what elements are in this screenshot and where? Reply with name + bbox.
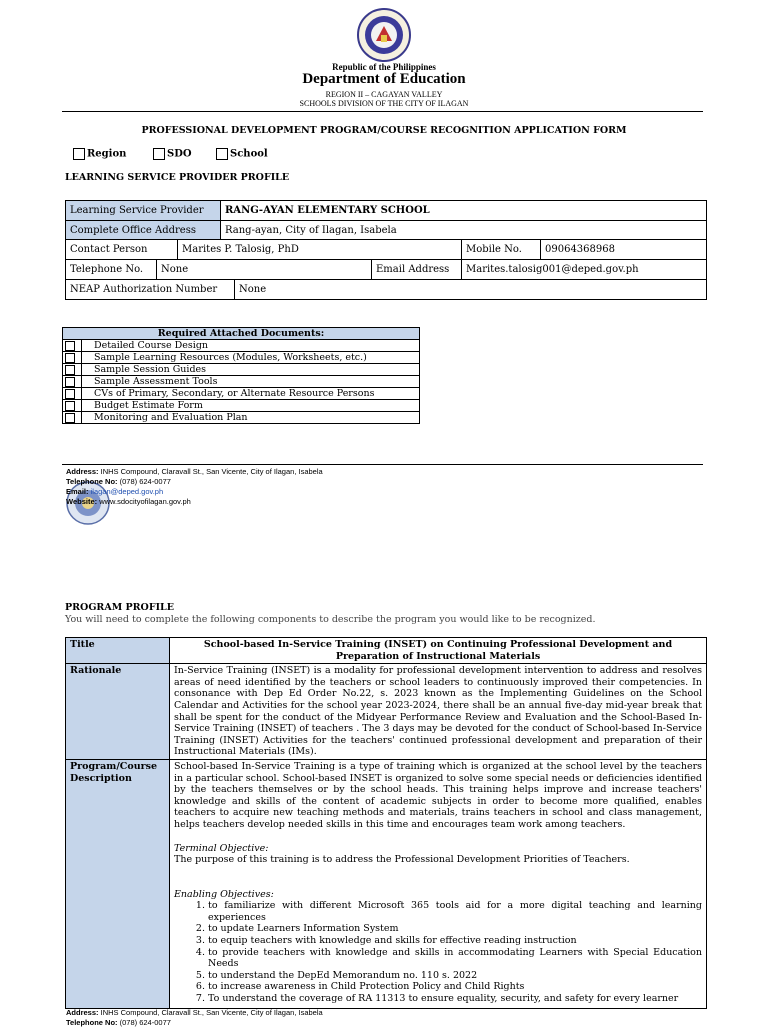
footer-address-2: Address: INHS Compound, Claravall St., San Vicente, City of Ilagan, Isabela	[66, 1008, 323, 1017]
republic-label: Republic of the Philippines	[332, 62, 436, 72]
doc-checkbox[interactable]	[65, 413, 75, 423]
deped-seal-logo	[357, 8, 411, 62]
option-sdo[interactable]: SDO	[153, 148, 192, 160]
option-region[interactable]: Region	[73, 148, 126, 160]
contact-label: Contact Person	[66, 240, 178, 260]
doc-label: Sample Session Guides	[82, 364, 420, 376]
department-title: Department of Education	[302, 71, 466, 87]
rationale-value: In-Service Training (INSET) is a modality for professional development intervention to address and resolves areas of need identified by the teachers or school leaders to continuously improved their competencies. In consonance with Dep Ed Order No.22, s. 2023 known as the Implementing Guidelines on the School Calendar and Activities for the school year 2023-2024, there shall be an annual five-day mid-year break that shall be spent for the conduct of the Midyear Performance Review and Evaluation and the School-Based In-Service Training (INSET) of teachers . The 3 days may be devoted for the conduct of School-based In-Service Training (INSET) Activities for the teachers' continued professional development and preparation of their Instructional Materials (IMs).	[170, 664, 707, 760]
footer-telephone: Telephone No: (078) 624-0077	[66, 477, 171, 486]
enabling-objective: 5. to understand the DepEd Memorandum no. 110 s. 2022	[208, 970, 702, 982]
footer-telephone-2: Telephone No: (078) 624-0077	[66, 1018, 171, 1027]
doc-checkbox[interactable]	[65, 389, 75, 399]
doc-row	[63, 400, 420, 412]
neap-value: None	[235, 280, 707, 300]
doc-checkbox[interactable]	[65, 401, 75, 411]
doc-label: Sample Assessment Tools	[82, 376, 420, 388]
footer-website: Website: www.sdocityofilagan.gov.ph	[66, 497, 191, 506]
enabling-objective: 1. to familiarize with different Microsoft 365 tools aid for a more digital teaching and learning experiences	[208, 900, 702, 923]
lsp-table-neap	[65, 279, 707, 300]
description-label: Program/Course Description	[66, 759, 170, 1008]
email-label: Email Address	[372, 260, 462, 280]
doc-row	[63, 388, 420, 400]
telephone-value: None	[157, 260, 372, 280]
description-cell	[170, 759, 707, 1008]
enabling-objective: 7. To understand the coverage of RA 11313 to ensure equality, security, and safety for every learner	[208, 993, 702, 1005]
neap-label: NEAP Authorization Number	[66, 280, 235, 300]
doc-label: Budget Estimate Form	[82, 400, 420, 412]
footer-address: Address: INHS Compound, Claravall St., San Vicente, City of Ilagan, Isabela	[66, 467, 323, 476]
doc-row	[63, 364, 420, 376]
terminal-objective: The purpose of this training is to address the Professional Development Priorities of Teachers.	[174, 854, 630, 866]
mobile-label: Mobile No.	[462, 240, 541, 260]
doc-label: CVs of Primary, Secondary, or Alternate Resource Persons	[82, 388, 420, 400]
doc-row	[63, 352, 420, 364]
program-profile-intro: You will need to complete the following components to describe the program you would like to be recognized.	[65, 614, 596, 625]
header-divider	[62, 111, 703, 112]
doc-row	[63, 412, 420, 424]
telephone-label: Telephone No.	[66, 260, 157, 280]
form-title: PROFESSIONAL DEVELOPMENT PROGRAM/COURSE RECOGNITION APPLICATION FORM	[141, 125, 627, 136]
lsp-table	[65, 200, 707, 240]
doc-checkbox[interactable]	[65, 365, 75, 375]
enabling-objective: 6. to increase awareness in Child Protection Policy and Child Rights	[208, 981, 702, 993]
doc-row	[63, 340, 420, 352]
lsp-table-contact	[65, 239, 707, 260]
footer-email: Email: ilagan@deped.gov.ph	[66, 487, 164, 496]
doc-checkbox[interactable]	[65, 353, 75, 363]
doc-label: Detailed Course Design	[82, 340, 420, 352]
contact-value: Marites P. Talosig, PhD	[178, 240, 462, 260]
footer-block	[66, 467, 323, 507]
doc-row	[63, 376, 420, 388]
sdo-checkbox[interactable]	[153, 148, 165, 160]
provider-label: Learning Service Provider	[66, 201, 221, 221]
doc-label: Monitoring and Evaluation Plan	[82, 412, 420, 424]
address-label: Complete Office Address	[66, 221, 221, 240]
footer-divider	[62, 464, 703, 465]
doc-checkbox[interactable]	[65, 341, 75, 351]
terminal-objective-label: Terminal Objective:	[174, 842, 269, 854]
required-docs-table	[62, 327, 420, 424]
provider-value: RANG-AYAN ELEMENTARY SCHOOL	[221, 201, 707, 221]
enabling-objectives-label: Enabling Objectives:	[174, 888, 274, 900]
email-value: Marites.talosig001@deped.gov.ph	[462, 260, 707, 280]
lsp-heading: LEARNING SERVICE PROVIDER PROFILE	[65, 172, 290, 183]
description-value: School-based In-Service Training is a type of training which is organized at the school level by the teachers in a particular school. School-based INSET is organized to solve some special needs or deficiencies identified by the teachers themselves or by the school heads. This training helps improve and increase teachers' knowledge and skills of the content of academic subjects in order to become more qualified, enables teachers to acquire new teaching methods and materials, trains teachers in school and class management, helps teachers develop needed skills in this time and encourages team work among teachers.	[174, 760, 702, 830]
program-profile-table	[65, 637, 707, 1009]
program-profile-heading: PROGRAM PROFILE	[65, 602, 174, 613]
title-value: School-based In-Service Training (INSET) on Continuing Professional Development and Preparation of Instructional Materials	[170, 638, 707, 664]
lsp-table-phone	[65, 259, 707, 280]
footer-block-2	[66, 1008, 323, 1028]
rationale-label: Rationale	[66, 664, 170, 760]
enabling-objective: 4. to provide teachers with knowledge and skills in accommodating Learners with Special Education Needs	[208, 947, 702, 970]
division-label: SCHOOLS DIVISION OF THE CITY OF ILAGAN	[299, 99, 469, 108]
doc-label: Sample Learning Resources (Modules, Worksheets, etc.)	[82, 352, 420, 364]
enabling-objective: 3. to equip teachers with knowledge and skills for effective reading instruction	[208, 935, 702, 947]
enabling-objective: 2. to update Learners Information System	[208, 923, 702, 935]
region-checkbox[interactable]	[73, 148, 85, 160]
school-checkbox[interactable]	[216, 148, 228, 160]
enabling-objectives-list	[174, 900, 702, 1004]
option-school[interactable]: School	[216, 148, 268, 160]
doc-checkbox[interactable]	[65, 377, 75, 387]
region-label: REGION II – CAGAYAN VALLEY	[325, 90, 443, 99]
address-value: Rang-ayan, City of Ilagan, Isabela	[221, 221, 707, 240]
title-label: Title	[66, 638, 170, 664]
mobile-value: 09064368968	[541, 240, 707, 260]
required-docs-header: Required Attached Documents:	[63, 328, 420, 340]
